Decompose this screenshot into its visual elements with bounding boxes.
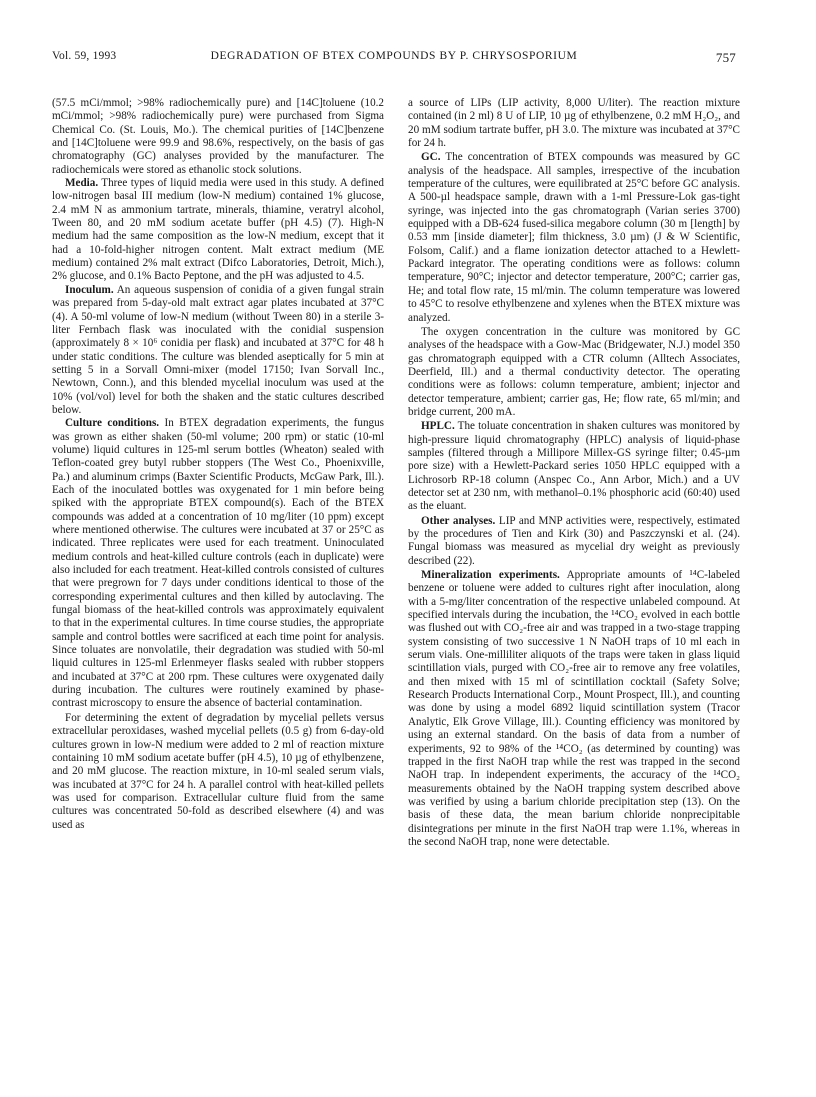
paragraph-gc — [408, 151, 740, 324]
paragraph-pellets: For determining the extent of degradation by mycelial pellets versus extracellular peroxidases, washed mycelial pellets (0.5 g) from 6-day-old cultures grown in low-N medium were added to 2 ml of reaction mixture containing 10 mM sodium acetate buffer (pH 4.5), 10 µg of ethylbenzene, and 20 mM glucose. The reaction mixture, in 10-ml sealed serum vials, was incubated at 37°C for 24 h. A parallel control with heat-killed pellets was used for comparison. Extracellular culture fluid from the same cultures was concentrated 50-fold as described elsewhere (4) and was used as — [52, 711, 384, 831]
running-header — [52, 50, 736, 72]
heading-other-analyses: Other analyses. — [421, 514, 496, 527]
page-number: 757 — [715, 50, 736, 65]
journal-volume: Vol. 59, 1993 — [52, 50, 117, 62]
paragraph-hplc — [408, 420, 740, 513]
other-analyses-text: LIP and MNP activities were, respectively, estimated by the procedures of Tien and Kirk (30) and Paszczynski et al. (24). Fungal biomass was measured as mycelial dry weight as previously described (22). — [408, 514, 740, 567]
heading-inoculum: Inoculum. — [65, 283, 114, 296]
paragraph-other-analyses — [408, 515, 740, 568]
media-text: Three types of liquid media were used in this study. A defined low-nitrogen basal III medium (low-N medium) contained 1% glucose, 2.4 mM N as ammonium tartrate, minerals, thiamine, veratryl alcohol, Tween 80, and 20 mM sodium acetate buffer (pH 4.5) (7). High-N medium had the same composition as the low-N medium, except that it had a 10-fold-higher nitrogen content. Malt extract medium (ME medium) contained 2% malt extract (Difco Laboratories, Detroit, Mich.), 2% glucose, and 0.1% Bacto Peptone, and the pH was adjusted to 4.5. — [52, 177, 384, 283]
right-column — [408, 97, 740, 849]
heading-gc: GC. — [421, 151, 441, 164]
paragraph-mineralization — [408, 569, 740, 849]
paragraph-inoculum — [52, 284, 384, 417]
heading-mineralization: Mineralization experiments. — [421, 569, 560, 582]
paragraph-oxygen: The oxygen concentration in the culture was monitored by GC analyses of the headspace with a Gow-Mac (Bridgewater, N.J.) model 350 gas chromatograph equipped with a CTR column (Alltech Associates, Deerfield, Ill.) and a thermal conductivity detector. The operating conditions were as follows: column temperature, ambient; injector and detector temperature, ambient; carrier gas, He; flow rate, 65 ml/min; and bridge current, 200 mA. — [408, 325, 740, 418]
mineralization-text: Appropriate amounts of ¹⁴C-labeled benzene or toluene were added to cultures right after inoculation, along with a 5-mg/liter concentration of the respective unlabeled compound. At specified intervals during the incubation, the ¹⁴CO₂ evolved in each bottle was flushed out with CO₂-free air and was trapped in a two-stage trapping system consisting of two successive 1 N NaOH traps of 10 ml each in serum vials. One-milliliter aliquots of the traps were taken in glass liquid scintillation vials, purged with CO₂-free air to remove any free volatiles, and then mixed with 15 ml of scintillation cocktail (Safety Solve; Research Products International Corp., Mount Prospect, Ill.), and counting was done by using a model 6892 liquid scintillation system (Tracor Analytic, Elk Grove Village, Ill.). Counting efficiency was monitored by using an external standard. On the basis of data from a number of experiments, 92 to 98% of the ¹⁴CO₂ (as determined by counting) was trapped in the first NaOH trap while the rest was trapped in the second NaOH trap. In independent experiments, the accuracy of the ¹⁴CO₂ measurements obtained by the NaOH trapping system described above was verified by using a barium chloride precipitation step (13). On the basis of these data, the mean barium chloride nonprecipitable disintegrations per minute in the first NaOH trap were 1.1%, whereas in the second NaOH trap, none were detectable. — [408, 569, 740, 848]
hplc-text: The toluate concentration in shaken cultures was monitored by high-pressure liquid chromatography (HPLC) analysis of liquid-phase samples (filtered through a Millipore Millex-GS syringe filter; 0.45-µm pore size) with a Hewlett-Packard series 1050 HPLC equipped with a Lichrosorb RP-18 column (Anspec Co., Ann Arbor, Mich.) and a UV detector set at 230 nm, with methanol–0.1% phosphoric acid (60:40) used as the eluant. — [408, 420, 740, 513]
paragraph-media — [52, 177, 384, 284]
gc-text: The concentration of BTEX compounds was measured by GC analysis of the headspace. All samples, irrespective of the incubation temperature of the cultures, were equilibrated at 25°C before GC analysis. A 500-µl headspace sample, drawn with a 1-ml Pressure-Lok gas-tight syringe, was injected into the gas chromatograph (Varian series 3700) equipped with a DB-624 fused-silica megabore column (30 m [length] by 0.53 mm [inside diameter]; film thickness, 3.0 µm) (J & W Scientific, Folsom, Calif.) and a flame ionization detector attached to a Hewlett-Packard integrator. The operating conditions were as follows: column temperature, 90°C; injector and detector temperature, 200°C; carrier gas, He; and total flow rate, 15 ml/min. The column temperature was lowered to 45°C to resolve ethylbenzene and xylenes when the BTEX mixture was analyzed. — [408, 151, 740, 324]
paragraph-radiochemicals: (57.5 mCi/mmol; >98% radiochemically pure) and [14C]toluene (10.2 mCi/mmol; >98% radiochemically pure) were purchased from Sigma Chemical Co. (St. Louis, Mo.). The chemical purities of [14C]benzene and [14C]toluene were 99.9 and 98.6%, respectively, on the basis of gas chromatography (GC) analyses provided by the manufacturer. The radiochemicals were stored as ethanolic stock solutions. — [52, 97, 384, 176]
left-column — [52, 97, 384, 832]
culture-conditions-text: In BTEX degradation experiments, the fungus was grown as either shaken (50-ml volume; 200 rpm) or static (10-ml volume) liquid cultures in 125-ml serum bottles (Wheaton) sealed with Teflon-coated grey butyl rubber stoppers (The West Co., Phoenixville, Pa.) and aluminum crimps (Baxter Scientific Products, McGaw Park, Ill.). Each of the inoculated bottles was oxygenated for 1 min before being spiked with the appropriate BTEX compound(s). Each of the BTEX compounds was added at a concentration of 10 mg/liter (10 ppm) except where mentioned otherwise. The cultures were incubated at 37 or 25°C as indicated. Three replicates were used for each treatment. Uninoculated medium controls and heat-killed culture controls (each in duplicate) were also included for each treatment. Heat-killed controls consisted of cultures that were pregrown for 7 days under conditions identical to those of the corresponding experimental cultures and then killed by autoclaving. The fungal biomass of the heat-killed controls was approximately equivalent to that in the experimental cultures. In time course studies, the appropriate sample and control bottles were sacrificed at each time point for analysis. Since toluates are nonvolatile, their degradation was studied with 50-ml liquid cultures in 125-ml Erlenmeyer flasks sealed with rubber stoppers and incubated at 37°C at 200 rpm. These cultures were oxygenated daily during incubation. The cultures were routinely examined by phase-contrast microscopy to ensure the absence of bacterial contamination. — [52, 417, 384, 710]
paragraph-lip-source: a source of LIPs (LIP activity, 8,000 U/liter). The reaction mixture contained (in 2 ml) 8 U of LIP, 10 µg of ethylbenzene, 0.2 mM H₂O₂, and 20 mM sodium tartrate buffer, pH 3.0. The mixture was incubated at 37°C for 24 h. — [408, 97, 740, 150]
heading-hplc: HPLC. — [421, 420, 455, 433]
running-title: DEGRADATION OF BTEX COMPOUNDS BY P. CHRYSOSPORIUM — [210, 50, 578, 62]
inoculum-text: An aqueous suspension of conidia of a given fungal strain was prepared from 5-day-old malt extract agar plates incubated at 37°C (4). A 50-ml volume of low-N medium (without Tween 80) in a sterile 3-liter Fernbach flask was inoculated with the conidial suspension (approximately 8 × 10⁶ conidia per flask) and incubated at 37°C for 48 h under static conditions. The culture was blended aseptically for 5 min at setting 5 in a Sorvall Omni-mixer (model 17150; Ivan Sorvall Inc., Newtown, Conn.), and this blended mycelial inoculum was used at the 10% (vol/vol) level for both the shaken and the static cultures described below. — [52, 283, 384, 416]
heading-culture-conditions: Culture conditions. — [65, 417, 160, 430]
heading-media: Media. — [65, 177, 99, 190]
paragraph-culture-conditions — [52, 417, 384, 711]
